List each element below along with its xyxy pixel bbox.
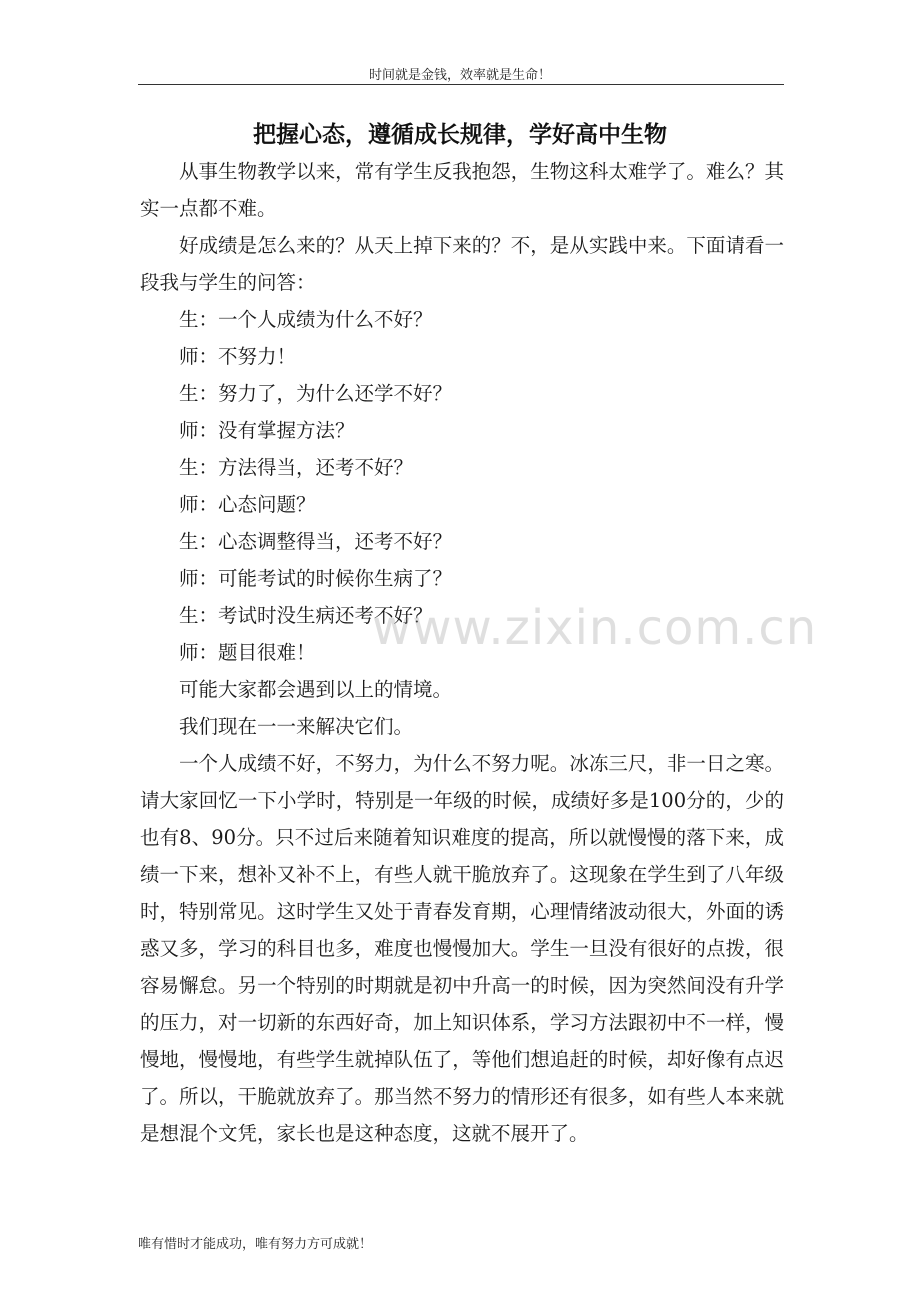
page-header-motto: 时间就是金钱，效率就是生命！	[368, 68, 551, 83]
watermark: www.zixin.com.cn	[372, 600, 818, 656]
dialogue-line: 师：可能考试的时候你生病了？	[179, 567, 453, 590]
dialogue-line: 生：努力了，为什么还学不好？	[179, 382, 453, 405]
paragraph: 我们现在一一来解决它们。	[179, 715, 414, 738]
page-footer-motto: 唯有惜时才能成功，唯有努力方可成就！	[138, 1237, 373, 1252]
dialogue-line: 生：方法得当，还考不好？	[179, 456, 414, 479]
dialogue-line: 生：心态调整得当，还考不好？	[179, 530, 453, 553]
dialogue-line: 师：心态问题？	[179, 493, 316, 516]
document-title: 把握心态，遵循成长规律，学好高中生物	[253, 121, 667, 148]
dialogue-line: 师：题目很难！	[179, 641, 316, 664]
dialogue-line: 生：一个人成绩为什么不好？	[179, 308, 433, 331]
paragraph: 从事生物教学以来，常有学生反我抱怨，生物这科太难学了。难么？其实一点都不难。	[140, 160, 784, 220]
dialogue-line: 生：考试时没生病还考不好？	[179, 604, 433, 627]
paragraph: 一个人成绩不好，不努力，为什么不努力呢。冰冻三尺，非一日之寒。请大家回忆一下小学时，特别是一年级的时候，成绩好多是100分的，少的也有8、90分。只不过后来随着知识难度的提高，所以就慢慢的落下来，成绩一下来，想补又补不上，有些人就干脆放弃了。这现象在学生到了八年级时，特别常见。这时学生又处于青春发育期，心理情绪波动很大，外面的诱惑又多，学习的科目也多，难度也慢慢加大。学生一旦没有很好的点拨，很容易懈怠。另一个特别的时期就是初中升高一的时候，因为突然间没有升学的压力，对一切新的东西好奇，加上知识体系，学习方法跟初中不一样，慢慢地，慢慢地，有些学生就掉队伍了，等他们想追赶的时候，却好像有点迟了。所以，干脆就放弃了。那当然不努力的情形还有很多，如有些人本来就是想混个文凭，家长也是这种态度，这就不展开了。	[140, 752, 784, 1145]
dialogue-line: 师：没有掌握方法？	[179, 419, 355, 442]
dialogue-line: 师：不努力！	[179, 345, 297, 368]
header-divider	[138, 84, 784, 85]
paragraph: 可能大家都会遇到以上的情境。	[179, 678, 453, 701]
paragraph: 好成绩是怎么来的？从天上掉下来的？不，是从实践中来。下面请看一段我与学生的问答：	[140, 234, 784, 294]
